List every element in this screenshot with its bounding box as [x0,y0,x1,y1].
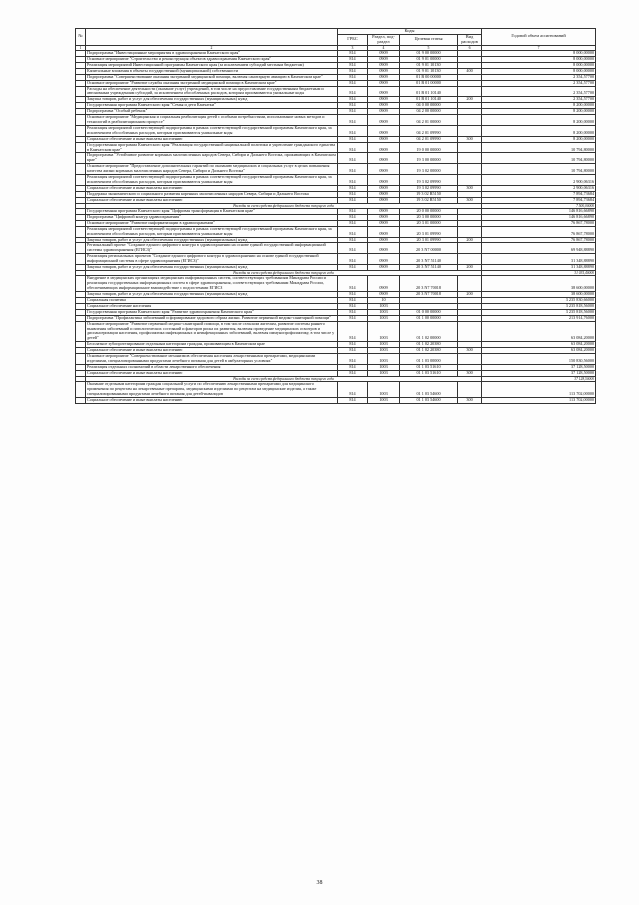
row-cs-cell: 01 В 01 00000 [400,80,458,86]
row-number-cell [76,164,86,175]
row-vr-cell [458,226,482,237]
row-cs-cell: 01 1 02 00000 [400,321,458,342]
row-grbs-cell: 814 [338,220,368,226]
row-grbs-cell: 814 [338,191,368,197]
row-razdel-cell: 0909 [368,62,400,68]
row-grbs-cell: 814 [338,115,368,126]
row-razdel-cell: 0909 [368,214,400,220]
table-row [76,321,596,342]
row-razdel-cell: 1003 [368,342,400,348]
row-sum-cell: 2 354,57700 [482,97,596,103]
row-sum-cell: 2 354,57700 [482,74,596,80]
note-text: Расходы за счет средств федерального бюджета текущего года [86,203,482,208]
row-razdel-cell: 0909 [368,97,400,103]
row-grbs-cell: 814 [338,370,368,376]
row-grbs-cell: 814 [338,354,368,365]
note-value: 31 035,40000 [482,270,596,275]
row-cs-cell: 20 3 N7 00000 [400,243,458,254]
row-razdel-cell: 0909 [368,226,400,237]
row-sum-cell: 8 000,00000 [482,62,596,68]
row-cs-cell: 04 0 00 00000 [400,103,458,109]
row-vr-cell: 200 [458,237,482,243]
row-razdel-cell: 1003 [368,382,400,398]
row-sum-cell: 146 816,66890 [482,214,596,220]
row-razdel-cell: 1003 [368,370,400,376]
row-razdel-cell: 0909 [368,209,400,215]
row-cs-cell: 01 1 03 54600 [400,382,458,398]
col-vr-header: Вид расходов [458,34,482,45]
row-grbs-cell: 814 [338,109,368,115]
row-sum-cell: 8 200,00000 [482,103,596,109]
col-sum-header: Годовой объем ассигнований [482,29,596,46]
row-sum-cell: 113 702,00000 [482,397,596,403]
row-sum-cell: 38 600,00000 [482,276,596,292]
row-name-cell: Региональный проект "Создание единого цифрового контура в здравоохранении на основе единой государственной информационной системы здравоохранения (ЕГИСЗ)" [86,243,338,254]
row-grbs-cell: 814 [338,136,368,142]
row-name-cell: Реализация региональных проектов "Создание единого цифрового контура в здравоохранении на основе единой государственной информационной системы в сфере здравоохранения (ЕГИСЗ)" [86,254,338,265]
index-cell: 3 [338,45,368,50]
row-sum-cell: 113 702,00000 [482,382,596,398]
row-vr-cell [458,321,482,342]
row-grbs-cell: 814 [338,276,368,292]
row-grbs-cell: 814 [338,164,368,175]
row-cs-cell: 04 2 01 00000 [400,115,458,126]
row-name-cell: Социальное обеспечение и иные выплаты населению [86,348,338,354]
table-row [76,115,596,126]
row-cs-cell: 01 В 00 00000 [400,74,458,80]
row-sum-cell: 76 867,78000 [482,237,596,243]
row-sum-cell: 3 235 818,56000 [482,309,596,315]
row-razdel-cell: 0909 [368,153,400,164]
row-name-cell: Реализация отдельных полномочий в области лекарственного обеспечения [86,364,338,370]
row-name-cell: Социальное обеспечение и иные выплаты населению [86,197,338,203]
index-cell: 2 [86,45,338,50]
note-value: 37 128,50000 [482,376,596,381]
row-sum-cell: 8 200,00000 [482,125,596,136]
row-cs-cell: 19 3 02 09990 [400,185,458,191]
row-vr-cell [458,382,482,398]
table-row [76,354,596,365]
row-sum-cell: 37 128,50000 [482,370,596,376]
row-vr-cell: 300 [458,370,482,376]
row-number-cell [76,254,86,265]
row-name-cell: Государственная программа Камчатского края "Реализация государственной национальной политики и укрепление гражданского единства в Камчатском крае" [86,142,338,153]
table-row [76,254,596,265]
row-name-cell: Государственная программа Камчатского края "Семья и дети Камчатки" [86,103,338,109]
row-grbs-cell: 814 [338,315,368,321]
col-name-header [86,29,338,46]
row-razdel-cell: 0909 [368,136,400,142]
row-razdel-cell: 0909 [368,175,400,186]
row-grbs-cell: 814 [338,209,368,215]
index-cell: 5 [400,45,458,50]
row-cs-cell: 19 3 02 09990 [400,175,458,186]
row-razdel-cell: 1003 [368,303,400,309]
row-cs-cell: 01 9 00 00000 [400,51,458,57]
row-grbs-cell: 814 [338,185,368,191]
row-razdel-cell: 1003 [368,315,400,321]
row-sum-cell: 3 235 818,56000 [482,303,596,309]
row-razdel-cell: 0909 [368,68,400,74]
row-razdel-cell: 1003 [368,321,400,342]
row-grbs-cell: 814 [338,237,368,243]
row-number-cell [76,175,86,186]
row-name-cell: Подпрограмма "Инвестиционные мероприятия в здравоохранении Камчатского края" [86,51,338,57]
row-vr-cell: 300 [458,197,482,203]
table-row [76,226,596,237]
row-cs-cell: 20 3 N7 51140 [400,265,458,271]
row-name-cell: Социальное обеспечение и иные выплаты населению [86,185,338,191]
row-cs-cell: 20 3 00 00000 [400,214,458,220]
row-cs-cell: 19 3 02 00000 [400,164,458,175]
row-sum-cell: 150 830,56000 [482,354,596,365]
row-name-cell: Основное мероприятие "Развитие информатизации в здравоохранении" [86,220,338,226]
row-cs-cell: 01 9 01 00000 [400,57,458,63]
row-vr-cell: 300 [458,397,482,403]
row-number-cell [76,115,86,126]
row-razdel-cell: 0909 [368,276,400,292]
row-razdel-cell: 0909 [368,243,400,254]
row-cs-cell: 19 3 02 R5150 [400,191,458,197]
row-number-cell [76,153,86,164]
row-grbs-cell: 814 [338,103,368,109]
row-grbs-cell: 814 [338,298,368,304]
row-vr-cell: 200 [458,292,482,298]
row-name-cell: Бесплатное зубопротезирование отдельным категориям граждан, проживающим в Камчатском крае [86,342,338,348]
row-cs-cell: 20 3 N7 51140 [400,254,458,265]
col-number-header: № [76,29,86,46]
row-cs-cell: 01 9 01 10130 [400,68,458,74]
row-razdel-cell: 0909 [368,237,400,243]
row-sum-cell: 10 794,80000 [482,164,596,175]
row-grbs-cell: 814 [338,397,368,403]
row-sum-cell: 8 200,00000 [482,136,596,142]
row-sum-cell: 213 914,76000 [482,315,596,321]
row-name-cell: Закупка товаров, работ и услуг для обеспечения государственных (муниципальных) нужд [86,97,338,103]
row-grbs-cell: 814 [338,265,368,271]
row-name-cell: Внедрение в медицинских организациях медицинских информационных систем, соответствующих требованиям Минздрава России и реализация государственных информационных систем в сфере здравоохранения, соответствующих требованиям Минздрава России, обеспечивающих информационное взаимодействие с подсистемами ЕГИСЗ [86,276,338,292]
row-razdel-cell: 0909 [368,142,400,153]
row-razdel-cell: 0909 [368,103,400,109]
budget-table [75,28,596,404]
row-razdel-cell: 0909 [368,86,400,97]
row-cs-cell: 04 2 00 00000 [400,109,458,115]
row-sum-cell: 38 600,00000 [482,292,596,298]
row-cs-cell: 01 1 03 54600 [400,397,458,403]
row-razdel-cell: 0909 [368,109,400,115]
row-vr-cell [458,115,482,126]
row-cs-cell: 19 0 00 00000 [400,142,458,153]
row-name-cell: Государственная программа Камчатского края "Цифровая трансформация в Камчатском крае" [86,209,338,215]
note-value: 7 500,00000 [482,203,596,208]
row-cs-cell: 04 2 01 09990 [400,125,458,136]
table-row [76,164,596,175]
table-row [76,86,596,97]
row-razdel-cell: 0909 [368,115,400,126]
row-name-cell: Основное мероприятие "Развитие первичной медико-санитарной помощи, в том числе сельским жителям, развитие системы раннего выявления заболеваний и патологических состояний и факторов риска их развития, включая проведение медицинских осмотров и диспансеризации населения, профилактика инфекционных и неинфекционных заболеваний, включая иммунопрофилактику, в том числе у детей" [86,321,338,342]
row-cs-cell: 01 9 01 10130 [400,62,458,68]
row-grbs-cell: 814 [338,197,368,203]
row-grbs-cell: 814 [338,62,368,68]
row-sum-cell: 10 794,80000 [482,142,596,153]
row-razdel-cell: 0909 [368,220,400,226]
row-name-cell: Социальная политика [86,298,338,304]
table-row [76,276,596,292]
row-vr-cell [458,254,482,265]
row-cs-cell: 20 3 N7 70018 [400,292,458,298]
row-grbs-cell: 814 [338,226,368,237]
codes-header: Коды [338,29,482,35]
row-vr-cell [458,125,482,136]
row-cs-cell: 01 1 03 00000 [400,354,458,365]
row-razdel-cell: 0909 [368,57,400,63]
row-name-cell: Закупка товаров, работ и услуг для обеспечения государственных (муниципальных) нужд [86,292,338,298]
row-vr-cell [458,276,482,292]
index-cell: 7 [482,45,596,50]
note-text: Расходы за счет средств федерального бюджета текущего года [86,376,482,381]
row-vr-cell [458,175,482,186]
row-grbs-cell: 814 [338,292,368,298]
row-vr-cell: 300 [458,185,482,191]
row-grbs-cell: 814 [338,364,368,370]
row-sum-cell: 2 354,57700 [482,80,596,86]
row-vr-cell: 400 [458,68,482,74]
row-grbs-cell: 814 [338,97,368,103]
row-cs-cell: 20 3 01 09990 [400,226,458,237]
row-vr-cell: 300 [458,348,482,354]
row-cs-cell: 20 3 01 00000 [400,220,458,226]
index-cell: 6 [458,45,482,50]
row-vr-cell: 200 [458,97,482,103]
row-razdel-cell: 0909 [368,254,400,265]
row-grbs-cell: 814 [338,153,368,164]
index-cell: 1 [76,45,86,50]
row-sum-cell: 76 867,78000 [482,220,596,226]
col-razdel-header: Раздел, под-раздел [368,34,400,45]
row-grbs-cell: 814 [338,303,368,309]
row-sum-cell: 146 816,66890 [482,209,596,215]
row-sum-cell: 2 900,06316 [482,175,596,186]
table-row [76,382,596,398]
table-body [76,51,596,404]
row-name-cell: Реализация мероприятий соответствующей подпрограммы в рамках соответствующей государственной программы Камчатского края, за исключением обособленных расходов, которым присваиваются уникальные коды [86,226,338,237]
row-name-cell: Социальное обеспечение и иные выплаты населению [86,370,338,376]
row-vr-cell [458,164,482,175]
row-name-cell: Оказание отдельным категориям граждан социальной услуги по обеспечению лекарственными препаратами для медицинского применения по рецептам на лекарственные препараты, медицинскими изделиями по рецептам на медицинские изделия, а также специализированными продуктами лечебного питания для детей-инвалидов [86,382,338,398]
row-name-cell: Поддержка экономического и социального развития коренных малочисленных народов Севера, Сибири и Дальнего Востока [86,191,338,197]
col-grbs-header: ГРБС [338,34,368,45]
row-grbs-cell: 814 [338,382,368,398]
table-row [76,175,596,186]
row-name-cell: Основное мероприятие "Совершенствование механизмов обеспечения населения лекарственными препаратами, медицинскими изделиями, специализированными продуктами лечебного питания для детей в амбулаторных условиях" [86,354,338,365]
row-vr-cell: 300 [458,136,482,142]
row-name-cell: Основное мероприятие "Строительство и реконструкция объектов здравоохранения Камчатского края" [86,57,338,63]
row-cs-cell: 01 1 02 20380 [400,342,458,348]
row-sum-cell: 2 354,57700 [482,86,596,97]
table-row [76,142,596,153]
row-vr-cell [458,86,482,97]
row-number-cell [76,321,86,342]
row-vr-cell: 200 [458,265,482,271]
row-sum-cell: 63 084,20000 [482,348,596,354]
row-sum-cell: 31 348,88890 [482,254,596,265]
row-name-cell: Социальное обеспечение и иные выплаты населению [86,136,338,142]
row-sum-cell: 31 348,88890 [482,265,596,271]
row-grbs-cell: 814 [338,51,368,57]
row-grbs-cell: 814 [338,57,368,63]
row-name-cell: Капитальные вложения в объекты государственной (муниципальной) собственности [86,68,338,74]
row-cs-cell: 01 1 00 00000 [400,315,458,321]
row-name-cell: Закупка товаров, работ и услуг для обеспечения государственных (муниципальных) нужд [86,265,338,271]
row-name-cell: Реализация мероприятий соответствующей подпрограммы в рамках соответствующей государственной программы Камчатского края, за исключением обособленных расходов, которым присваиваются уникальные коды [86,175,338,186]
row-razdel-cell: 0909 [368,125,400,136]
row-sum-cell: 7 894,73684 [482,197,596,203]
row-cs-cell: 04 2 01 09990 [400,136,458,142]
row-razdel-cell: 0909 [368,265,400,271]
row-sum-cell: 8 000,00000 [482,57,596,63]
row-razdel-cell: 0909 [368,164,400,175]
row-number-cell [76,276,86,292]
row-name-cell: Расходы на обеспечение деятельности (оказание услуг) учреждений, в том числе на предоставление государственным бюджетным и автономным учреждениям субсидий, за исключением обособленных расходов, которым присваиваются уникальные коды [86,86,338,97]
row-razdel-cell: 0909 [368,197,400,203]
row-cs-cell: 01 1 02 20380 [400,348,458,354]
row-cs-cell: 01 0 00 00000 [400,309,458,315]
table-header [76,29,596,51]
row-grbs-cell: 814 [338,342,368,348]
row-number-cell [76,243,86,254]
index-cell: 4 [368,45,400,50]
row-grbs-cell: 814 [338,254,368,265]
row-grbs-cell: 814 [338,142,368,153]
row-razdel-cell: 1003 [368,364,400,370]
row-vr-cell [458,243,482,254]
row-razdel-cell: 0909 [368,74,400,80]
row-vr-cell [458,153,482,164]
table-row [76,125,596,136]
row-razdel-cell: 10 [368,298,400,304]
row-cs-cell: 20 0 00 00000 [400,209,458,215]
row-name-cell: Государственная программа Камчатского края "Развитие здравоохранения Камчатского края" [86,309,338,315]
row-sum-cell: 63 084,20000 [482,321,596,342]
row-name-cell: Основное мероприятие "Развитие службы оказания экстренной медицинской помощи в Камчатском крае" [86,80,338,86]
row-number-cell [76,125,86,136]
row-name-cell: Подпрограмма "Устойчивое развитие коренных малочисленных народов Севера, Сибири и Дальнего Востока, проживающих в Камчатском крае" [87,152,336,163]
row-sum-cell: 8 000,00000 [482,68,596,74]
row-grbs-cell: 814 [338,321,368,342]
row-razdel-cell: 1003 [368,348,400,354]
row-number-cell [76,226,86,237]
note-text: Расходы за счет средств федерального бюджета текущего года [86,270,482,275]
row-grbs-cell: 814 [338,125,368,136]
row-vr-cell [458,354,482,365]
row-grbs-cell: 814 [338,86,368,97]
row-name-cell: Основное мероприятие "Медицинская и социальная реабилитация детей с особыми потребностями, использование новых методов и технологий в реабилитационном процессе" [86,115,338,126]
col-cs-header: Целевая статья [400,34,458,45]
row-cs-cell: 19 3 02 R5150 [400,197,458,203]
row-cs-cell: 20 3 01 09990 [400,237,458,243]
row-cs-cell: 01 1 03 51610 [400,370,458,376]
row-name-cell: Реализация мероприятий Инвестиционной программы Камчатского края (за исключением субсидий местным бюджетам) [86,62,338,68]
row-sum-cell: 69 948,88890 [482,243,596,254]
row-sum-cell: 63 084,20000 [482,342,596,348]
row-sum-cell: 37 128,50000 [482,364,596,370]
row-razdel-cell: 0909 [368,185,400,191]
page-number: 38 [316,880,323,886]
row-grbs-cell: 814 [338,175,368,186]
row-razdel-cell: 1003 [368,309,400,315]
row-name-cell: Закупка товаров, работ и услуг для обеспечения государственных (муниципальных) нужд [86,237,338,243]
row-razdel-cell: 0909 [368,292,400,298]
row-sum-cell: 8 200,00000 [482,115,596,126]
row-sum-cell: 7 894,73684 [482,191,596,197]
row-name-cell: Подпрограмма "Совершенствование оказания экстренной медицинской помощи, включая санитарную авиацию в Камчатском крае" [86,74,338,80]
table-row [76,397,596,403]
row-name-cell: Социальное обеспечение и иные выплаты населению [86,397,338,403]
row-grbs-cell: 814 [338,74,368,80]
row-grbs-cell: 814 [338,80,368,86]
row-cs-cell: 01 1 03 51610 [400,364,458,370]
row-grbs-cell: 814 [338,348,368,354]
row-name-cell: Основное мероприятие "Предоставление дополнительных гарантий по оказанию медицинских и социальных услуг в целях повышения качества жизни коренных малочисленных народов Севера, Сибири и Дальнего Востока" [86,164,338,175]
row-cs-cell: 19 3 00 00000 [400,153,458,164]
row-razdel-cell: 0909 [368,51,400,57]
row-vr-cell [458,142,482,153]
row-cs-cell: 20 3 N7 70018 [400,276,458,292]
row-grbs-cell: 814 [338,68,368,74]
row-number-cell [76,397,86,403]
row-name-cell: Подпрограмма "Особый ребенок" [86,109,338,115]
row-cs-cell: 01 В 01 10140 [400,86,458,97]
row-name-cell: Реализация мероприятий соответствующей подпрограммы в рамках соответствующей государственной программы Камчатского края, за исключением обособленных расходов, которым присваиваются уникальные коды [86,125,338,136]
row-grbs-cell: 814 [338,243,368,254]
row-name-cell: Социальное обеспечение населения [86,303,338,309]
row-number-cell [76,354,86,365]
row-number-cell [76,86,86,97]
row-sum-cell: 2 900,06316 [482,185,596,191]
row-sum-cell: 76 867,78000 [482,226,596,237]
row-sum-cell: 10 794,80000 [482,153,596,164]
row-sum-cell: 8 000,00000 [482,51,596,57]
row-number-cell [76,142,86,153]
table-row [76,243,596,254]
row-number-cell [76,382,86,398]
row-razdel-cell: 0909 [368,80,400,86]
row-grbs-cell: 814 [338,309,368,315]
row-razdel-cell: 1003 [368,354,400,365]
row-cs-cell: 01 В 01 10140 [400,97,458,103]
row-razdel-cell: 0909 [368,191,400,197]
row-name-cell: Подпрограмма "Профилактика заболеваний и формирование здорового образа жизни. Развитие первичной медико-санитарной помощи" [86,315,338,321]
row-sum-cell: 8 200,00000 [482,109,596,115]
row-grbs-cell: 814 [338,214,368,220]
row-razdel-cell: 1003 [368,397,400,403]
row-name-cell: Подпрограмма "Цифровой контур здравоохранения" [86,214,338,220]
table-row [76,153,596,164]
row-sum-cell: 3 235 830,66000 [482,298,596,304]
